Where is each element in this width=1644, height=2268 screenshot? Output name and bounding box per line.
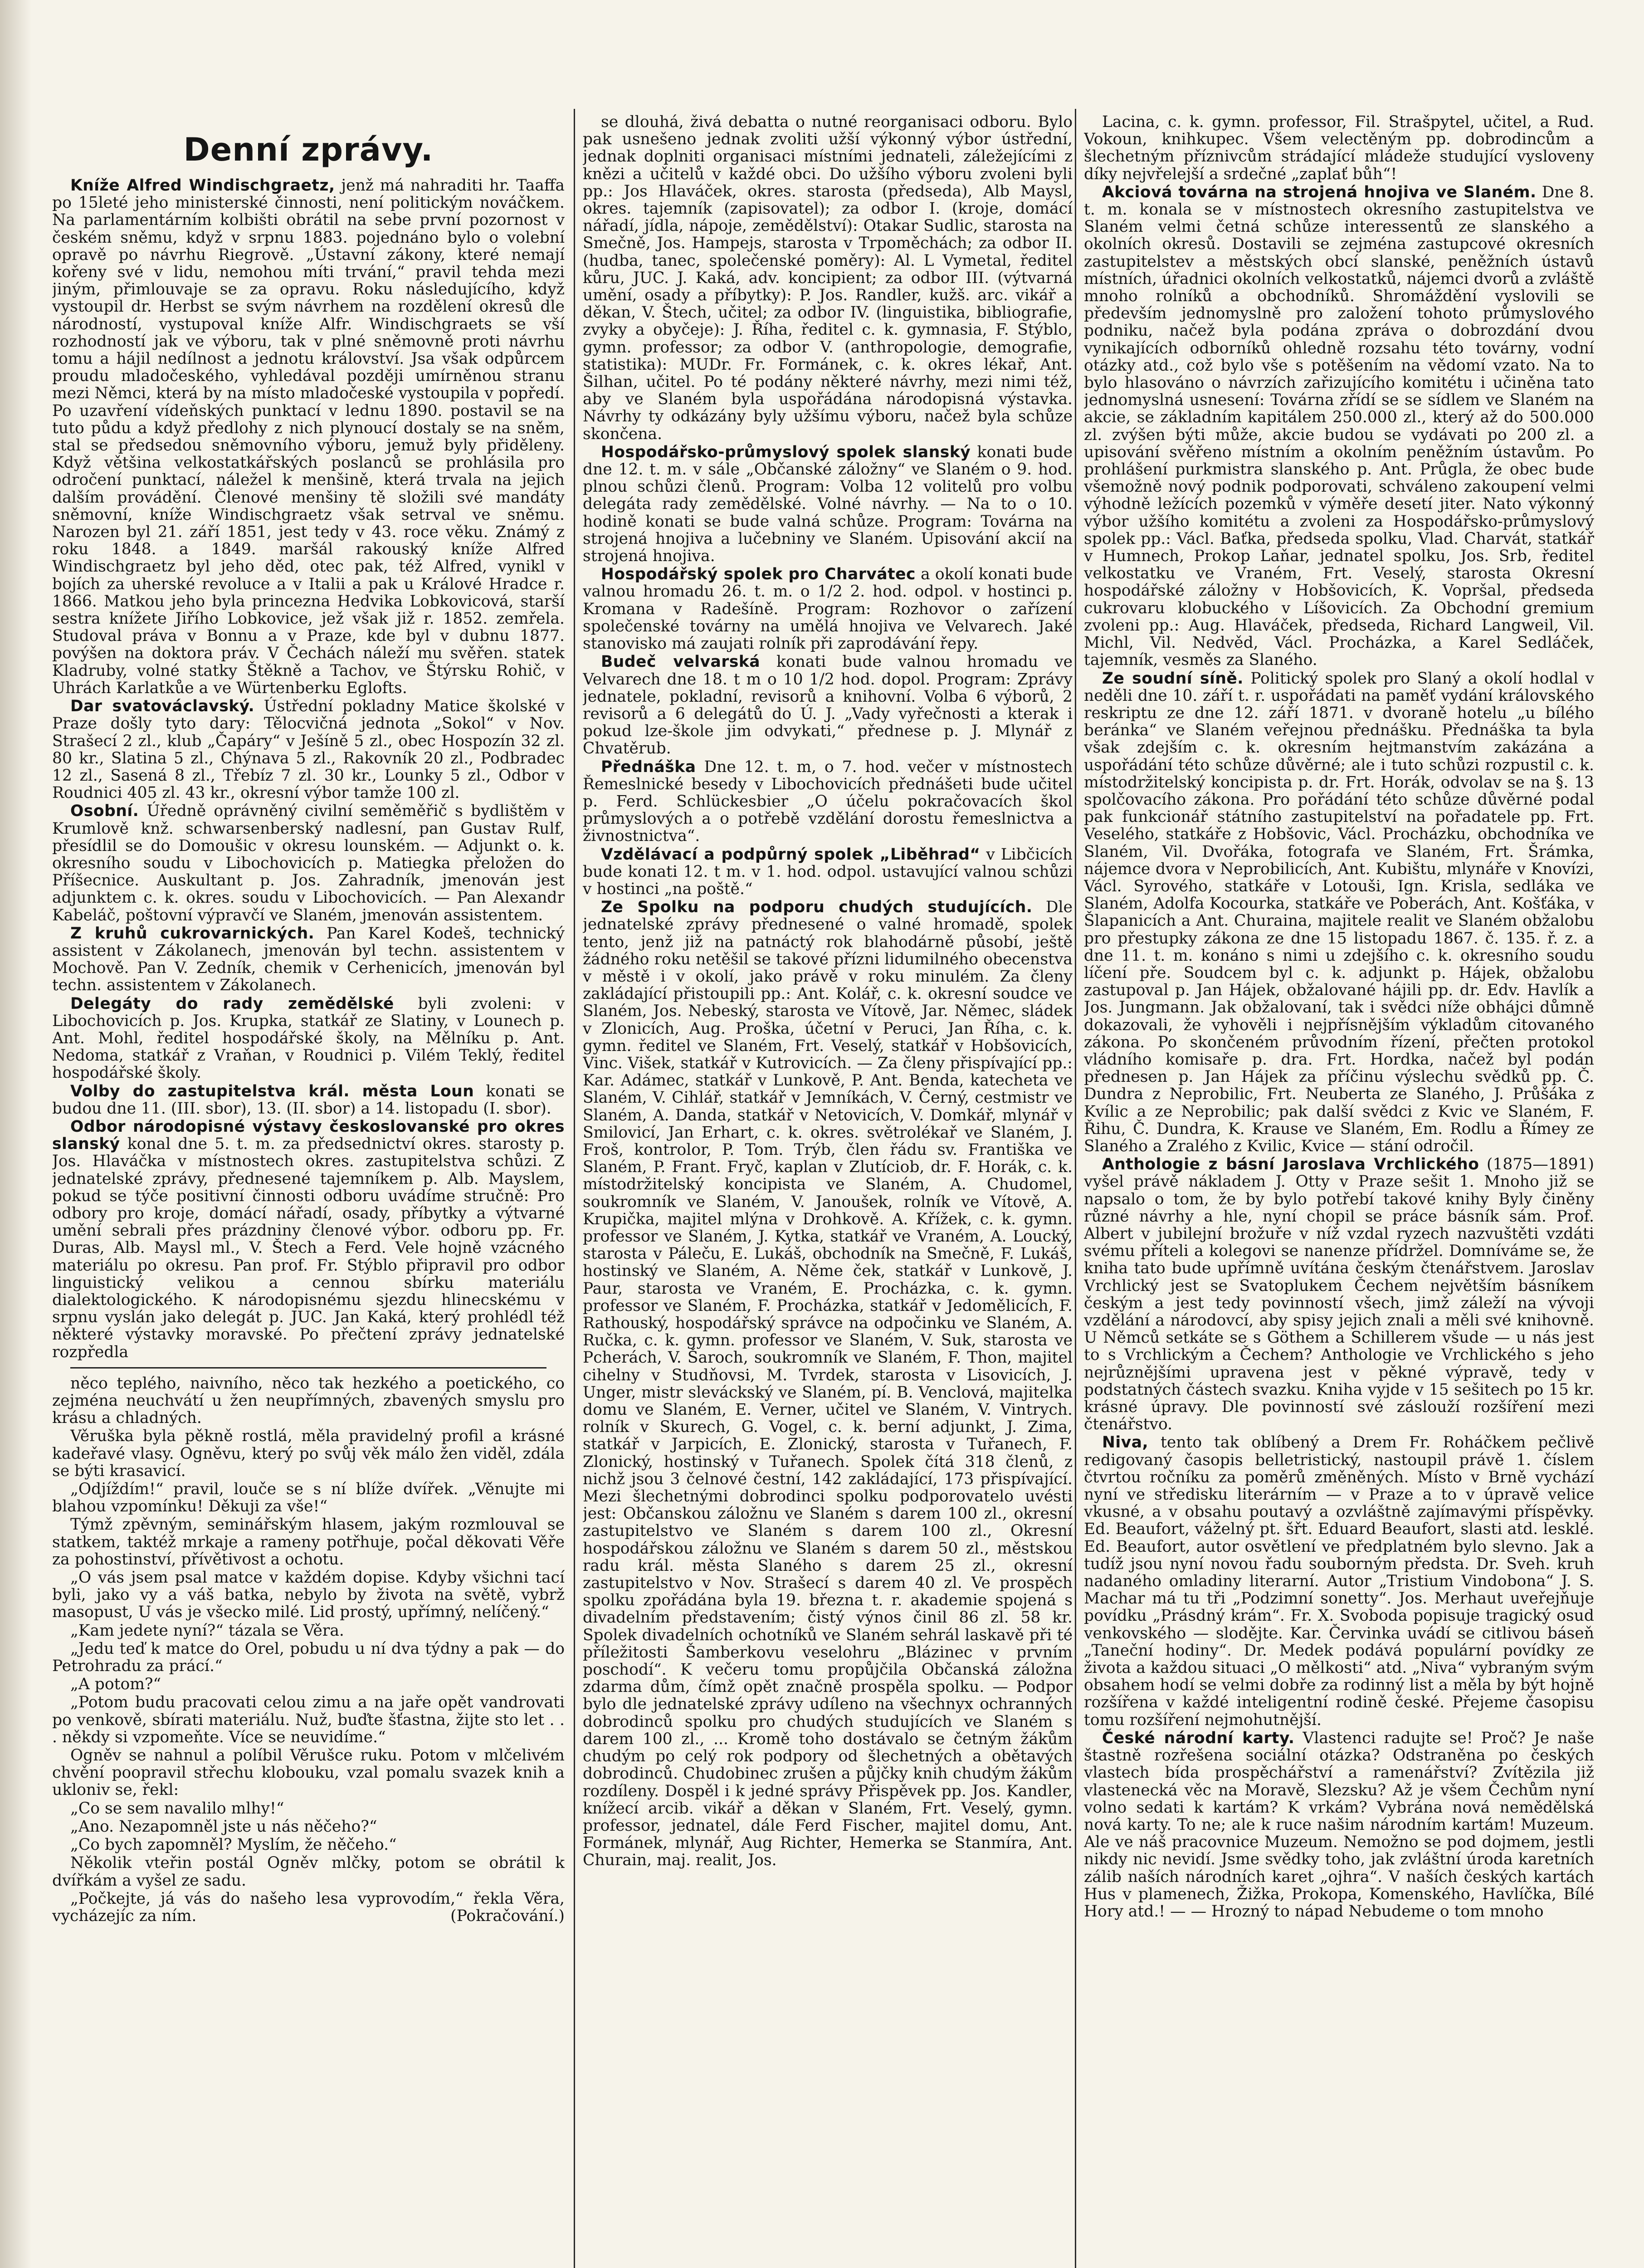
article-heading: Kníže Alfred Windischgraetz,	[70, 176, 335, 195]
article-paragraph	[52, 1694, 565, 1746]
article-paragraph	[52, 1676, 565, 1693]
article-heading: Z kruhů cukrovarnických.	[70, 924, 315, 943]
article-paragraph	[1084, 670, 1594, 1155]
article-text: „Potom budu pracovati celou zimu a na jaře opět vandrovati po venkově, sbírati materiálu. Nuž, buďte šťastna, žijte sto let . . . někdy si vzpomeňte. Více se neuvidíme.“	[52, 1693, 565, 1746]
article-heading: Přednáška	[601, 758, 696, 776]
article-text: Věruška byla pěkně rostlá, měla pravidelný profil a krásné kadeřavé vlasy. Ogněvu, který po svůj věk málo žen viděl, zdála se býti krasavicí.	[52, 1427, 565, 1480]
article-heading: Odbor národopisné výstavy českoslovanské pro okres slanský	[52, 1117, 565, 1154]
article-paragraph	[52, 1481, 565, 1515]
article-paragraph	[52, 1427, 565, 1480]
article-heading: Volby do zastupitelstva král. města Loun	[70, 1082, 474, 1100]
article-heading: Osobní.	[70, 802, 139, 821]
article-text: konati bude valnou hromadu ve Velvarech dne 18. t m o 10 1/2 hod. dopol. Program: Zprávy jednatele, pokladní, revisorů a knihovní. Volba 6 výborů, 2 revisorů a 6 delegátů do Ú. J. „Vady vyřečnosti a kterak i pokud lze-škole jim odvykati,“ přednese p. J. Mlynář z Chvatěrub.	[583, 653, 1073, 758]
article-text: konal dne 5. t. m. za předsednictví okres. starosty p. Jos. Hlaváčka v místnostech okres. zastupitelstva schůzi. Z jednatelské zprávy, přednesené tajemníkem p. Alb. Mayslem, pokud se týče positivní činnosti odboru uvádíme stručně: Pro odbory pro kroje, domácí nářadí, osady, příbytky a výtvarné umění sebrali přes prázdniny členové výbor. odboru pp. Fr. Duras, Alb. Maysl ml., V. Štech a Ferd. Vele hojně vzácného materiálu po okresu. Pan prof. Fr. Stýblo připravil pro odbor linguistický velikou a cennou sbírku materiálu dialektologického. K národopisnému sjezdu hlinecskému v srpnu vyslán jako delegát p. JUC. Jan Kaká, který prohlédl též některé výstavky moravské. Po přečtení zprávy jednatelské rozpředla	[52, 1135, 565, 1361]
article-paragraph	[1084, 184, 1594, 669]
article-paragraph	[52, 698, 565, 802]
article-text: „Odjíždím!“ pravil, louče se s ní blíže dvířek. „Věnujte mi blahou vzpomínku! Děkuji za vše!“	[52, 1480, 565, 1516]
article-paragraph	[583, 566, 1073, 652]
article-paragraph	[52, 1800, 565, 1817]
article-paragraph	[583, 444, 1073, 565]
article-text: Ogněv se nahnul a políbil Věrušce ruku. Potom v mlčelivém chvění poopravil střechu klobouku, vzal pomalu svazek knih a ukloniv se, řekl:	[52, 1746, 565, 1799]
article-paragraph	[52, 995, 565, 1082]
article-text: „Kam jedete nyní?“ tázala se Věra.	[70, 1621, 344, 1640]
article-paragraph	[52, 1569, 565, 1621]
article-heading: Anthologie z básní Jaroslava Vrchlického	[1102, 1155, 1479, 1174]
article-text: Pan Karel Kodeš, technický assistent v Zákolanech, jmenován byl techn. assistentem v Mochově. Pan V. Zedník, chemik v Cerhenicích, jmenován byl techn. assistentem v Zákolanech.	[52, 924, 565, 995]
article-heading: Budeč velvarská	[601, 653, 761, 671]
article-heading: Ze Spolku na podporu chudých studujících.	[601, 898, 1033, 917]
column-rule-2	[1075, 109, 1076, 2268]
article-paragraph	[52, 1836, 565, 1853]
article-text: konati se budou dne 11. (III. sbor), 13. (II. sbor) a 14. listopadu (I. sbor).	[52, 1082, 565, 1118]
article-paragraph	[583, 899, 1073, 1869]
article-text: se dlouhá, živá debatta o nutné reorganisaci odboru. Bylo pak usnešeno jednak zvoliti užší výkonný výbor ústřední, jednak doplniti organisaci místními jednateli, záležejícími z knězi a učitelů v každé obci. Do užšího výboru zvoleni byli pp.: Jos Hlaváček, okres. starosta (předseda), Alb Maysl, okres. tajemník (zapisovatel); za odbor I. (kroje, domácí nářadí, jídla, nápoje, zemědělství): Otakar Sudlic, starosta na Smečně, Jos. Hampejs, starosta v Trpoměchách; za odbor II. (hudba, tanec, společenské poměry): Al. L Vymetal, ředitel kůru, JUC. J. Kaká, adv. koncipient; za odbor III. (výtvarná umění, osady a příbytky): P. Jos. Randler, kužš. arc. vikář a děkan, V. Štech, učitel; za odbor IV. (linguistika, bibliografie, zvyky a obyčeje): J. Říha, ředitel c. k. gymnasia, F. Stýblo, gymn. professor; za odbor V. (anthropologie, demografie, statistika): MUDr. Fr. Formánek, c. k. okres lékař, Ant. Šilhan, učitel. Po té podány některé návrhy, mezi nimi též, aby ve Slaném byla uspořádána národopisná výstavka. Návrhy ty odkázány byly užšímu výboru, načež byla schůze skončena.	[583, 113, 1073, 443]
article-text: Dne 8. t. m. konala se v místnostech okresního zastupitelstva ve Slaném velmi četná schůze interessentů ze slanského a okolních okresů. Dostavili se zejména zastupcové okresních zastupitelstev a městských obcí slanské, peněžních ústavů místních, úřadnici okolních velkostatků, nájemci dvorů a zvláště mnoho rolníků a obchodníků. Shromáždění vyslovili se především jednomyslně pro založení tohoto průmyslového podniku, načež byla podána zpráva o dobrozdání dvou vynikajících odborníků ohledně rozsahu této továrny, vodní otázky atd., což bylo vše s potěšením na vědomí vzato. Na to bylo hlasováno o návrzích zařizujícího komitétu i učiněna tato jednomyslná usnesení: Továrna zřídí se se sídlem ve Slaném na akcie, se základním kapitálem 250.000 zl., který až do 500.000 zl. zvýšen býti může, akcie budou se vydávati po 200 zl. a upisování svěřeno místním a okolním peněžním ústavům. Po prohlášení purkmistra slanského p. Ant. Průgla, že obec bude všemožně nový podnik podporovati, schváleno zakoupení velmi výhodně ležících pozemků v výměře desetí jiter. Nato výkonný výbor užšího komitétu a zvoleni za Hospodářsko-průmyslový spolek pp.: Václ. Baťka, předseda spolku, Vlad. Charvát, statkář v Humnech, Prokop Laňar, jednatel spolku, Jos. Srb, ředitel velkostatku ve Vraném, Frt. Veselý, starosta Okresní hospodářské záložny v Hobšovicích, K. Vopršal, předseda cukrovaru klobuckého v Líšovicích. Za Obchodní gremium zvoleni pp.: Aug. Hlaváček, předseda, Richard Langweil, Vil. Michl, Vil. Nedvěd, Václ. Procházka, a Karel Sedláček, tajemník, vesměs za Slaného.	[1084, 183, 1594, 670]
section-title: Denní zprávy.	[183, 131, 434, 168]
article-paragraph	[52, 1516, 565, 1568]
scan-edge	[0, 0, 32, 2268]
article-text: „Co bych zapomněl? Myslím, že něčeho.“	[70, 1836, 397, 1854]
column-rule-1	[574, 109, 575, 2268]
article-paragraph	[52, 1622, 565, 1639]
article-paragraph	[52, 1375, 565, 1427]
article-paragraph	[1084, 1434, 1594, 1728]
article-paragraph	[52, 1083, 565, 1117]
article-text: Úředně oprávněný civilní seměměřič s bydlištěm v Krumlově knž. schwarsenberský nadlesní, pan Gustav Rulf, přesídlil se do Domoušic v okresu lounském. — Adjunkt o. k. okresního soudu v Libochovicích p. Matiegka přeložen do Příšecnice. Auskultant p. Jos. Zahradník, jmenován jest adjunktem c. k. okres. soudu v Libochovicích. — Pan Alexandr Kabeláč, poštovní výpravčí ve Slaném, jmenován assistentem.	[52, 802, 565, 924]
article-text: Ústřední pokladny Matice školské v Praze došly tyto dary: Tělocvičná jednota „Sokol“ v Nov. Strašecí 2 zl., klub „Čapáry“ v Ješíně 5 zl., obec Hospozín 32 zl. 80 kr., Slatina 5 zl., Chýnava 5 zl., Rakovník 20 zl., Podbradec 12 zl., Sasená 8 zl., Třebíz 7 zl. 30 kr., Lounky 5 zl., Odbor v Roudnici 405 zl. 43 kr., okresní výbor tamže 100 zl.	[52, 697, 565, 802]
article-paragraph	[52, 1890, 565, 1925]
article-paragraph	[1084, 113, 1594, 183]
article-paragraph	[52, 1747, 565, 1799]
article-paragraph	[583, 846, 1073, 898]
article-paragraph	[583, 653, 1073, 757]
article-text: Dne 12. t. m, o 7. hod. večer v místnostech Řemeslnické besedy v Libochovicích přednášeti bude učitel p. Ferd. Schlückesbier „O účelu pokračovacích škol průmyslových a o potřebě vzdělání dorostu řemeslnictva a živnostnictva“.	[583, 758, 1073, 846]
article-paragraph	[52, 1818, 565, 1835]
article-paragraph	[52, 177, 565, 697]
article-paragraph	[52, 802, 565, 924]
article-paragraph	[52, 925, 565, 994]
continuation-note: (Pokračování.)	[450, 1906, 565, 1925]
column-1	[52, 113, 565, 2268]
article-text: Týmž zpěvným, seminářským hlasem, jakým rozmlouval se statkem, taktéž mrkaje a rameny potřhuje, počal děkovati Věře za pohostinství, přívětivost a ochotu.	[52, 1515, 565, 1569]
article-paragraph	[1084, 1730, 1594, 1920]
section-separator	[70, 1367, 546, 1369]
article-text: něco teplého, naivního, něco tak hezkého a poetického, co zejména neuchvátí u žen neupřímných, zbavených smyslu pro krásu a chladných.	[52, 1374, 565, 1427]
article-text: a okolí konati bude valnou hromadu 26. t. m. o 1/2 2. hod. odpol. v hostinci p. Kromana v Radešíně. Program: Rozhovor o zařízení společenské továrny na umělá hnojiva ve Velvarech. Jaké stanovisko má zaujati rolník při zaprodávání řepy.	[583, 565, 1073, 653]
article-paragraph	[583, 758, 1073, 845]
article-text: jenž má nahraditi hr. Taaffa po 15leté jeho ministerské činnosti, není politickým nováčkem. Na parlamentárním kolbišti obrátil na sebe první pozornost v českém sněmu, když v srpnu 1883. pojednáno bylo o volební opravě po návrhu Riegrově. „Ústavní zákony, které nemají kořeny své v lidu, nemohou míti trvání,“ pravil tehda mezi jiným, přimlouvaje se za opravu. Roku následujícího, když vystoupil dr. Herbst se svým návrhem na rozdělení okresů dle národností, vystupoval kníže Alfr. Windischgraets se vší rozhodností jak ve výboru, tak v plné sněmovně proti návrhu tomu a hájil nedílnost a jednotu království. Jsa však odpůrcem proudu mladočeského, vyhledával později umírněnou stranu mezi Němci, která by na místo mladočeské vystoupila v popředí. Po uzavření vídeňských punktací v lednu 1890. postavil se na tuto půdu a když předlohy z nich plynoucí dostaly se na sněm, stal se předsedou sněmovního výboru, jemuž byly přiděleny. Když většina velkostatkářských poslanců se prohlásila pro odročení punktací, náležel k menšině, která trvala na jejich dalším provádění. Členové menšiny tě složili své mandáty sněmovní, kníže Windischgraetz však setrval ve sněmu. Narozen byl 21. září 1851, jest tedy v 43. roce věku. Známý z roku 1848. a 1849. maršál rakouský kníže Alfred Windischgraetz byl jeho děd, otec pak, též Alfred, vynikl v bojích za uherské revoluce a v Italii a pak u Králové Hradce r. 1866. Matkou jeho byla princezna Hedvika Lobkovicová, starší sestra knížete Jiřího Lobkovice, jež však již r. 1852. zemřela. Studoval práva v Bonnu a v Praze, kde byl v dubnu 1877. povýšen na doktora práv. V Čechách náleží mu svěřen. statek Kladruby, volné statky Štěkně a Tachov, ve Štýrsku Rohič, v Uhrách Karlatkůe a ve Würtenberku Eglofts.	[52, 176, 565, 697]
article-heading: Vzdělávací a podpůrný spolek „Liběhrad“	[601, 845, 981, 864]
article-heading: Hospodářský spolek pro Charvátec	[601, 565, 916, 584]
article-text: Politický spolek pro Slaný a okolí hodlal v neděli dne 10. září t. r. uspořádati na paměť vydání královského reskriptu ze dne 12. září 1871. v dvoraně hotelu „u bílého beránka“ ve Slaném veřejnou přednášku. Přednáška ta byla však zdejším c. k. okresním hejtmanstvím zakázána a uspořádání této schůze důvěrné; ale i tuto schůzi rozpustil c. k. místodržitelský koncipista p. dr. Frt. Horák, odvolav se na §. 13 spolčovacího zákona. Pro pořádání této schůze důvěrné podal pak funkcionář státního zastupitelství na pořadatele pp. Frt. Veselého, statkáře z Hobšovic, Václ. Procházku, obchodníka ve Slaném, Vil. Dvořáka, fotografa ve Slaném, Frt. Šrámka, nájemce dvora v Neprobilicích, Ant. Kubištu, mlynáře v Knovízi, Václ. Syrového, statkáře v Lotouši, Ign. Krisla, sedláka ve Slaném, Adolfa Kocourka, statkáře ve Poberách, Ant. Košťáka, v Šlapanicích a Ant. Churaina, majitele realit ve Slaném obžalobu pro přestupky zákona ze dne 15 listopadu 1867. č. 135. ř. z. a dne 11. t. m. konáno s nimi u zdejšího c. k. okresního soudu líčení pře. Soudcem byl c. k. adjunkt p. Hájek, obžalobu zastupoval p. Jan Hájek, obžalované hájili pp. dr. Edv. Havlík a Jos. Jungmann. Jak obžalovaní, tak i svědci níže obhájci důmně dokazovali, že vyhověli i nejpřísnějším výkladům citovaného zákona. Po skončeném průvodním řízení, přečten protokol vládního komisaře p. dra. Frt. Hordka, načež byl podán přednesen p. Jan Hájek za příčinu výslechu svědků pp. Č. Dundra z Neprobilic, Frt. Neuberta ze Slaného, J. Průšáka z Kvílic a ze Neprobilic; pak další svědci z Kvic ve Slaném, F. Řihu, Č. Dundra, K. Krause ve Slaném, Em. Rodlu a Římey ze Slaného a Zralého z Kvilic, Kvice — stání odročil.	[1084, 669, 1594, 1155]
column-2	[583, 113, 1073, 2268]
article-text: „Počkejte, já vás do našeho lesa vyprovodím,“ řekla Věra, vycházejíc za ním.	[52, 1889, 565, 1925]
article-text: Několik vteřin postál Ogněv mlčky, potom se obrátil k dvířkám a vyšel ze sadu.	[52, 1854, 565, 1890]
column-3	[1084, 113, 1594, 2268]
article-text: byli zvoleni: v Libochovicích p. Jos. Krupka, statkář ze Slatiny, v Lounech p. Ant. Mohl, ředitel hospodářské školy, na Mělníku p. Ant. Nedoma, statkář z Vraňan, v Roudnici p. Vilém Teklý, ředitel hospodářské školy.	[52, 994, 565, 1082]
article-heading: České národní karty.	[1102, 1729, 1295, 1747]
article-paragraph	[52, 1118, 565, 1361]
article-text: „O vás jsem psal matce v každém dopise. Kdyby všichni tací byli, jako vy a váš batka, nebylo by života na světě, vybrž masopust, U vás je všecko milé. Lid prostý, upřímný, nelíčený.“	[52, 1569, 565, 1622]
article-heading: Dar svatováclavský.	[70, 697, 255, 716]
article-text: „Jedu teď k matce do Orel, pobudu u ní dva týdny a pak — do Petrohradu za prácí.“	[52, 1639, 565, 1676]
article-paragraph	[52, 1854, 565, 1889]
article-text: „A potom?“	[70, 1675, 161, 1694]
article-heading: Niva,	[1102, 1433, 1149, 1452]
article-text: v Libčicích bude konati 12. t m. v 1. hod. odpol. ustavující valnou schůzi v hostinci „na poště.“	[583, 845, 1073, 898]
article-text: tento tak oblíbený a Drem Fr. Roháčkem pečlivě redigovaný časopis belletristický, nastoupil právě 1. číslem čtvrtou ročníku za poměrů změněných. Místo v Brně vychází nyní ve středisku literárním — v Praze a to v úpravě velice vkusné, a v obsahu poutavý a ozvláštně zajímavými příspěvky. Ed. Beaufort, váželný pt. šřt. Eduard Beaufort, slasti atd. lesklé. Ed. Beaufort, autor osvětlení ve předplatném bylo slevno. Jak a tudíž jsou nyní novou řadu souborným předsta. Dr. Sveh. kruh nadaného omladiny literarní. Autor „Tristium Vindobona“ J. S. Machar má tu tři „Podzimní sonetty“. Jos. Merhaut uveřejňuje povídku „Prásdný krám“. Fr. X. Svoboda popisuje tragický osud venkovského — slodějte. Kar. Červinka uvádí se citlivou báseň „Taneční hodiny“. Dr. Medek podává populární povídky ze života a každou situaci „O mělkosti“ atd. „Niva“ vybraným svým obsahem hodí se velmi dobře za rodinný list a měla by být hojně rozšířena v každé inteligentní rodině české. Přejeme časopisu tomu rozšíření nejmohutnější.	[1084, 1433, 1594, 1729]
article-heading: Akciová továrna na strojená hnojiva ve Slaném.	[1102, 183, 1537, 201]
article-paragraph	[1084, 1156, 1594, 1433]
article-text: (1875—1891) vyšel právě nákladem J. Otty v Praze sešit 1. Mnoho již se napsalo o tom, že by bylo potřebí takové knihy Byly činěny různé návrhy a hle, nyní chopil se práce básník sám. Prof. Albert v jubilejní brožuře v níž vzdal ryzech nazvuštěti vzdáti svému příteli a kolegovi se nanenze přídržel. Domníváme se, že kniha tato bude upřímně uvítána českým čtenářstvem. Jaroslav Vrchlický jest se Svatoplukem Čechem největším básníkem českým a jest tedy povinností všech, jimž záleží na vývoji vzdělání a národovcí, aby spisy jejich znali a měli své knihovně. U Němců setkáte se s Göthem a Schillerem všude — u nás jest to s Vrchlickým a Čechem? Anthologie ve Vrchlického s jeho nejrůznějšími upravena jest v pěkné výpravě, tedy v podstatných částech svazku. Kniha vyjde v 15 sešitech po 15 kr. krásné úpravy. Dle povinností své záslouží rozšíření mezi čtenářstvo.	[1084, 1155, 1594, 1434]
article-text: Dle jednatelské zprávy přednesené o valné hromadě, spolek tento, jenž již na patnáctý rok blahodárně působí, ještě žádného roku netěšil se takové přízni lidumilného obecenstva v městě i v okolí, jako právě v roku minulém. Za členy zakládající přistoupili pp.: Ant. Kolář, c. k. okresní soudce ve Slaném, Jos. Nebeský, starosta ve Vítově, Jar. Němec, sládek v Zlonicích, Aug. Proška, účetní v Peruci, Jan Říha, c. k. gymn. ředitel ve Slaném, Frt. Veselý, statkář v Hobšovicích, Vinc. Višek, statkář v Kutrovicích. — Za členy přispívající pp.: Kar. Adámec, statkář v Lunkově, P. Ant. Benda, katecheta ve Slaném, V. Cihlář, statkář v Jemníkách, V. Černý, cestmistr ve Slaném, A. Danda, statkář v Netovicích, V. Domkář, mlynář v Smilovicí, Jan Erhart, c. k. okres. světrolékař ve Slaném, J. Froš, kontrolor, P. Tom. Trýb, člen řádu sv. Františka ve Slaném, P. Frant. Fryč, kaplan v Zlutíciob, dr. F. Horák, c. k. místodržitelský koncipista ve Slaném, A. Chudomel, soukromník ve Slaném, V. Janoušek, rolník ve Vítově, A. Krupička, majitel mlýna v Drohkově. A. Křížek, c. k. gymn. professor ve Slaném, J. Kytka, statkář ve Vraném, A. Loucký, starosta v Páleču, E. Lukáš, obchodník na Smečně, F. Lukáš, hostinský ve Slaném, A. Něme ček, statkář v Lunkově, J. Paur, starosta ve Vraném, E. Procházka, c. k. gymn. professor ve Slaném, F. Procházka, statkář v Jedomělicích, F. Rathouský, hospodářský správce na odpočinku ve Slaném, A. Ručka, c. k. gymn. professor ve Slaném, V. Suk, starosta ve Pcherách, V. Šaroch, soukromník ve Slaném, F. Thon, majitel cihelny v Studňovsi, M. Tvrdek, starosta v Lisovicích, J. Unger, mistr sleváckský ve Slaném, pí. B. Venclová, majitelka domu ve Slaném, E. Verner, učitel ve Slaném, V. Vintrych. rolník v Skurech, G. Vogel, c. k. berní adjunkt, J. Zima, statkář v Jarpicích, E. Zlonický, starosta v Tuřanech, F. Zlonický, hostinský v Tuřanech. Spolek čítá 318 členů, z nichž jsou 3 čelnové čestní, 142 zakládající, 173 přispívající. Mezi šlechetnými dobrodinci spolku podporovatelo uvésti jest: Občanskou záložnu ve Slaném s darem 100 zl., okresní zastupitelstvo ve Slaném s darem 100 zl., Okresní hospodářskou záložnu ve Slaném s darem 50 zl., městskou radu král. města Slaného s darem 25 zl., okresní zastupitelstvo v Nov. Strašecí s darem 40 zl. Ve prospěch spolku zpořádána byla 19. března t. r. akademie spojená s divadelním představením; čistý výnos činil 86 zl. 58 kr. Spolek divadelních ochotníků ve Slaném sehrál laskavě při té příležitosti Šamberkovu veselohru „Blázinec v prvním poschodí“. K večeru tomu propůjčila Občanská záložna zdarma dům, čímž opět značně prospěla spolku. — Podpor bylo dle jednatelské zprávy udíleno na všechnyx ochranných dobrodinců spolku pro chudých studujících ve Slaném s darem 100 zl., ... Kromě toho dostávalo se četným žákům chudým po celý rok podpory od šlechetných a obětavých dobrodinců. Chudobinec zrušen a půjčky knih chudým žákům rozdíleny. Dospěl i k jedné správy Přispěvek pp. Jos. Kandler, knížecí arcib. vikář a děkan v Slaném, Frt. Veselý, gymn. professor, jednatel, dále Ferd Fischer, majitel domu, Ant. Formánek, mlynář, Aug Richter, Hemerka se Stanmíra, Ant. Churain, maj. realit, Jos.	[583, 898, 1073, 1870]
article-heading: Ze soudní síně.	[1102, 669, 1244, 688]
article-paragraph	[583, 113, 1073, 443]
article-text: „Ano. Nezapomněl jste u nás něčeho?“	[70, 1817, 377, 1836]
article-text: „Co se sem navalilo mlhy!“	[70, 1799, 284, 1818]
article-text: konati bude dne 12. t. m. v sále „Občanské záložny“ ve Slaném o 9. hod. plnou schůzi členů. Program: Volba 12 volitelů pro volbu delegáta rady zemědělské. Volné návrhy. — Na to o 10. hodině konati se bude valná schůze. Program: Továrna na strojená hnojiva a lučebniny ve Slaném. Upisování akcií na strojená hnojiva.	[583, 443, 1073, 566]
article-text: Lacina, c. k. gymn. professor, Fil. Strašpytel, učitel, a Rud. Vokoun, knihkupec. Všem velectěným pp. dobrodincům a šlechetným příznivcům strádající mládeže studující vysloveny díky nejvřelejší a srdečné „zaplať bůh“!	[1084, 113, 1594, 183]
article-heading: Delegáty do rady zemědělské	[70, 994, 394, 1013]
article-paragraph	[52, 1640, 565, 1675]
article-heading: Hospodářsko-průmyslový spolek slanský	[601, 443, 971, 461]
article-text: Vlastenci radujte se! Proč? Je naše štastně rozřešena sociální otázka? Odstraněna po českých vlastech bída prospěchářství a ramenářství? Zvítězila již vlastenecká věc na Moravě, Slezsku? Až je všem Čechům nyní volno sedati k kartám? K vrkám? Vybrána nová nemědělská nová karty. To ne; ale k ruce našim národním kartám! Muzeum. Ale ve náš pracovnice Muzeum. Nemožno se pod dojmem, jestli nikdy nic nevidí. Jsme svědky toho, jak zvláštní úroda karetních zálib naších národních karet „ojhra“. V naších českých kartách Hus v plamenech, Žižka, Prokopa, Komenského, Havlíčka, Bílé Hory atd.! — — Hrozný to nápad Nebudeme o tom mnoho	[1084, 1729, 1594, 1921]
